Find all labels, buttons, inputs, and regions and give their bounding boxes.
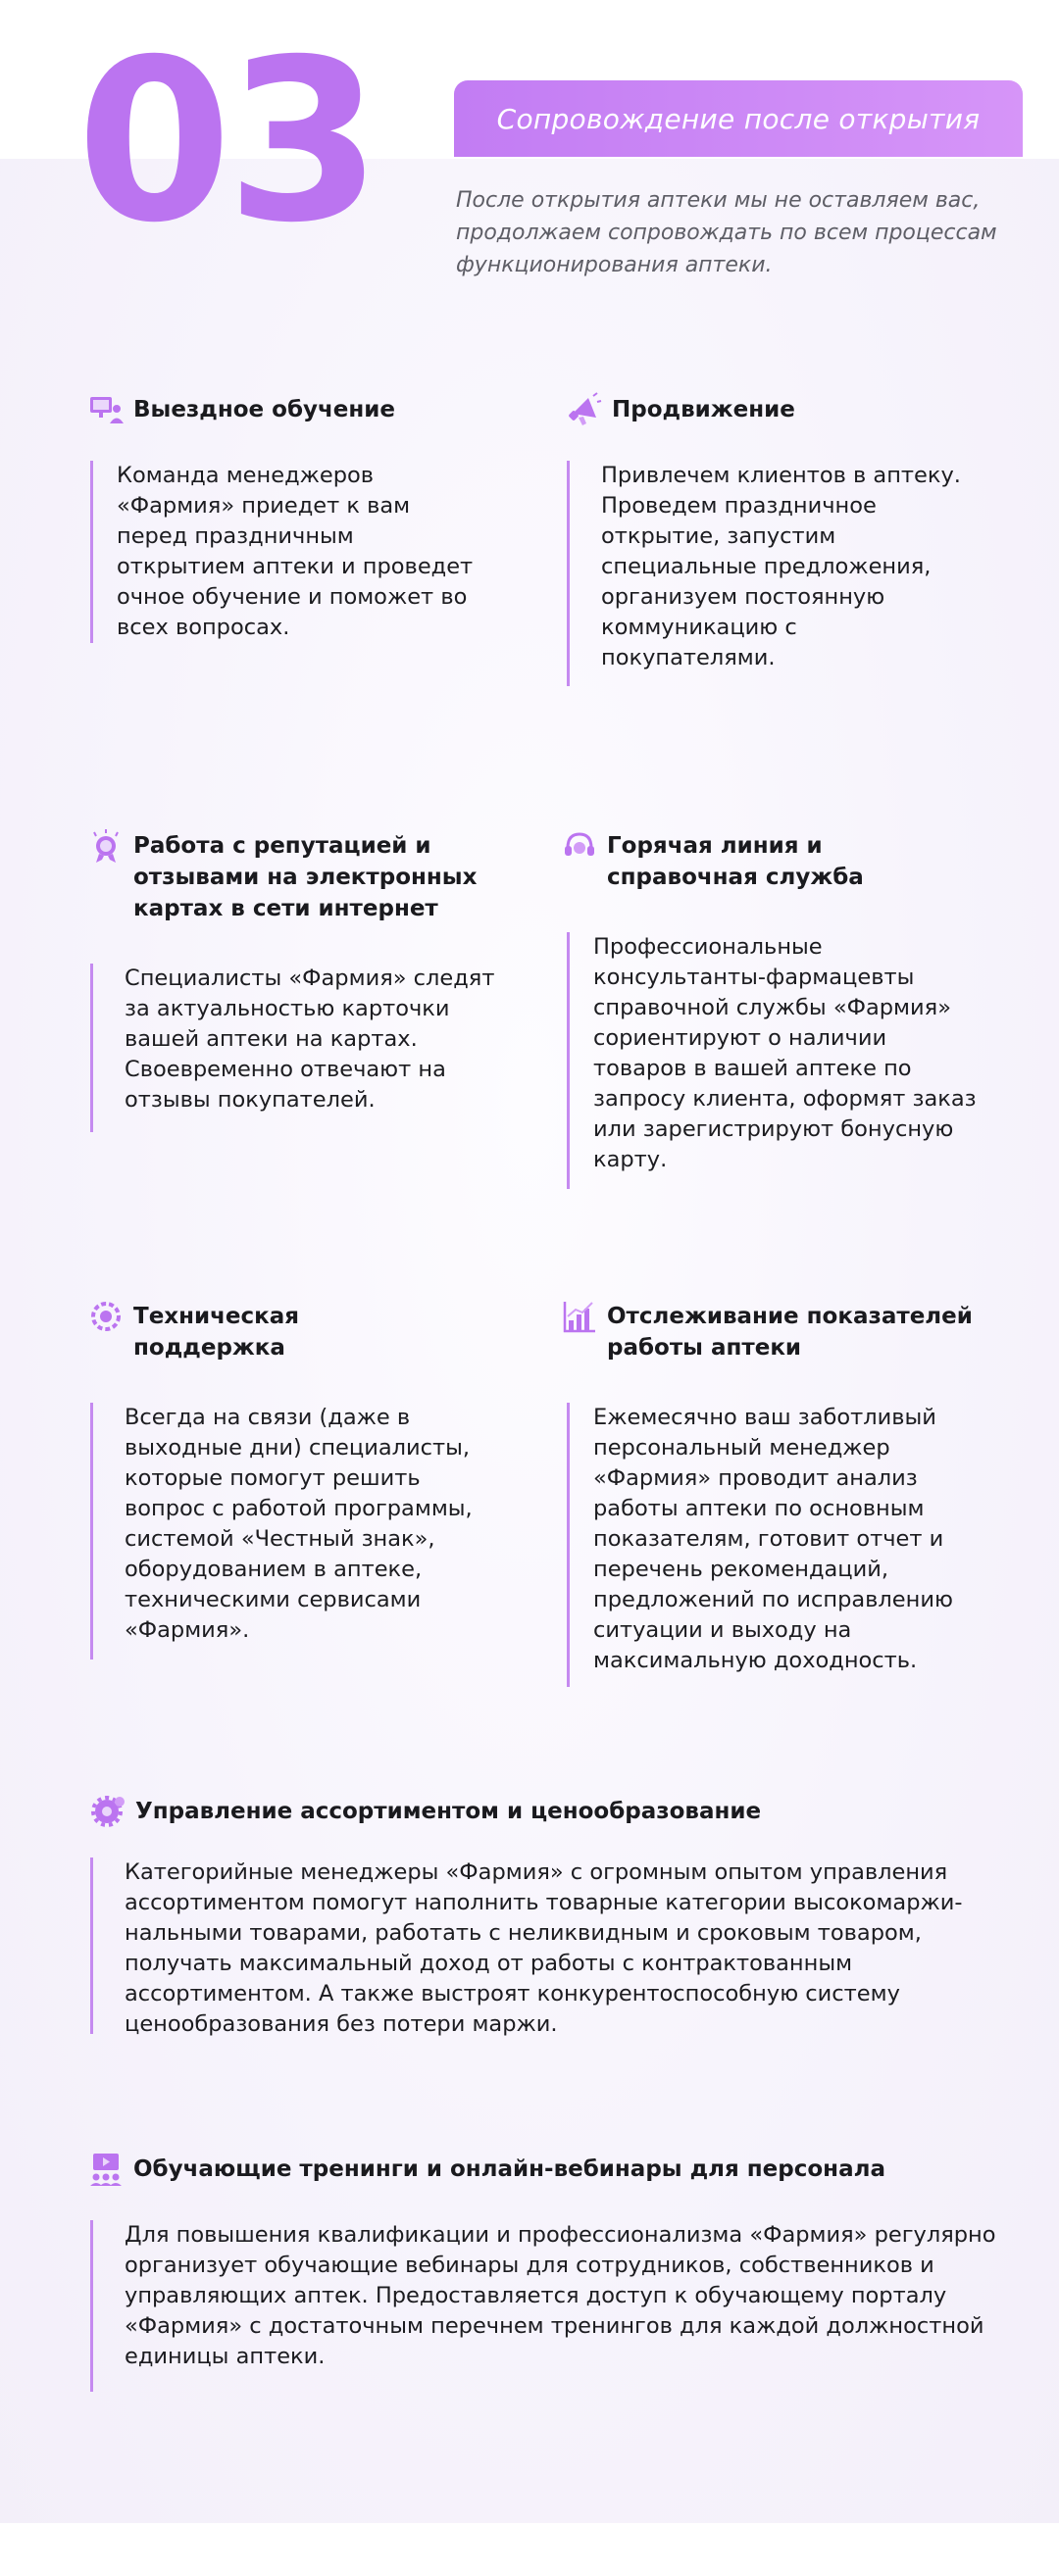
webinar-icon [88, 2152, 124, 2187]
block-text: Ежемесячно ваш заботливый персональный менеджер «Фармия» проводит анализ работы аптеки по основным показателям, готовит отчет и перечень рекомендаций, предложений по исправлению ситуации и выходу на максимальную доходность. [567, 1403, 979, 1687]
section-header-label: Сопровождение после открытия [496, 102, 981, 135]
block-text: Команда менеджеров «Фармия» приедет к вам перед праздничным открытием аптеки и проведет очное обучение и поможет во всех вопросах. [90, 461, 482, 643]
block-text: Профессиональные консультанты-фармацевты справочной службы «Фармия» сориентируют о наличии товаров в вашей аптеке по запросу клиента, оформят заказ или зарегистрируют бонусную карту. [567, 932, 979, 1189]
block-promotion [567, 392, 979, 670]
block-title: Горячая линия и справочная служба [607, 833, 864, 890]
block-reputation [88, 828, 500, 1113]
block-text: Специалисты «Фармия» следят за актуальностью карточки вашей аптеки на картах. Своевременно отвечают на отзывы покупателей. [90, 964, 502, 1132]
block-tech-support [88, 1299, 500, 1643]
block-text: Всегда на связи (даже в выходные дни) специалисты, которые помогут решить вопрос с работой программы, системой «Честный знак», оборудованием в аптеке, техническими сервисами «Фармия». [90, 1403, 502, 1660]
block-field-training [88, 392, 500, 640]
block-assortment [90, 1794, 1012, 2037]
bar-chart-icon [562, 1299, 597, 1334]
section-intro: После открытия аптеки мы не оставляем вас, продолжаем сопровождать по всем процессам функционирования аптеки. [456, 188, 997, 277]
block-title: Продвижение [612, 397, 795, 422]
block-text: Категорийные менеджеры «Фармия» с огромным опытом управления ассортиментом помогут наполнить товарные категории высокомаржи-нальными товарами, работать с неликвидным и сроковым товаром, получать максимальный доход от работы с контрактованным ассортиментом. А также выстроят конкурентоспособную систему ценообразования без потери маржи. [90, 1858, 1012, 2034]
section-number: 03 [76, 11, 377, 272]
block-title: Работа с репутацией и отзывами на электронных картах в сети интернет [133, 833, 478, 921]
block-monitoring [562, 1299, 983, 1673]
block-text: Для повышения квалификации и профессионализма «Фармия» регулярно организует обучающие вебинары для сотрудников, собственников и управляющих аптек. Предоставляется доступ к обучающему порталу «Фармия» с достаточным перечнем тренингов для каждой должностной единицы аптеки. [90, 2220, 1012, 2392]
award-badge-icon [88, 828, 124, 864]
block-title: Обучающие тренинги и онлайн-вебинары для персонала [133, 2156, 885, 2182]
block-title: Техническая поддержка [133, 1304, 300, 1361]
training-screen-icon [88, 392, 124, 427]
block-title: Отслеживание показателей работы аптеки [607, 1304, 973, 1361]
block-title: Выездное обучение [133, 397, 396, 422]
headset-icon [562, 828, 597, 864]
block-hotline [562, 828, 977, 1172]
block-title: Управление ассортиментом и ценообразование [135, 1799, 762, 1824]
gear-coin-icon [90, 1794, 126, 1829]
section-header [454, 80, 1023, 157]
block-text: Привлечем клиентов в аптеку. Проведем праздничное открытие, запустим специальные предложения, организуем постоянную коммуникацию с покупателями. [567, 461, 974, 686]
block-webinars [88, 2152, 1010, 2369]
gear-support-icon [88, 1299, 124, 1334]
megaphone-icon [567, 392, 602, 427]
